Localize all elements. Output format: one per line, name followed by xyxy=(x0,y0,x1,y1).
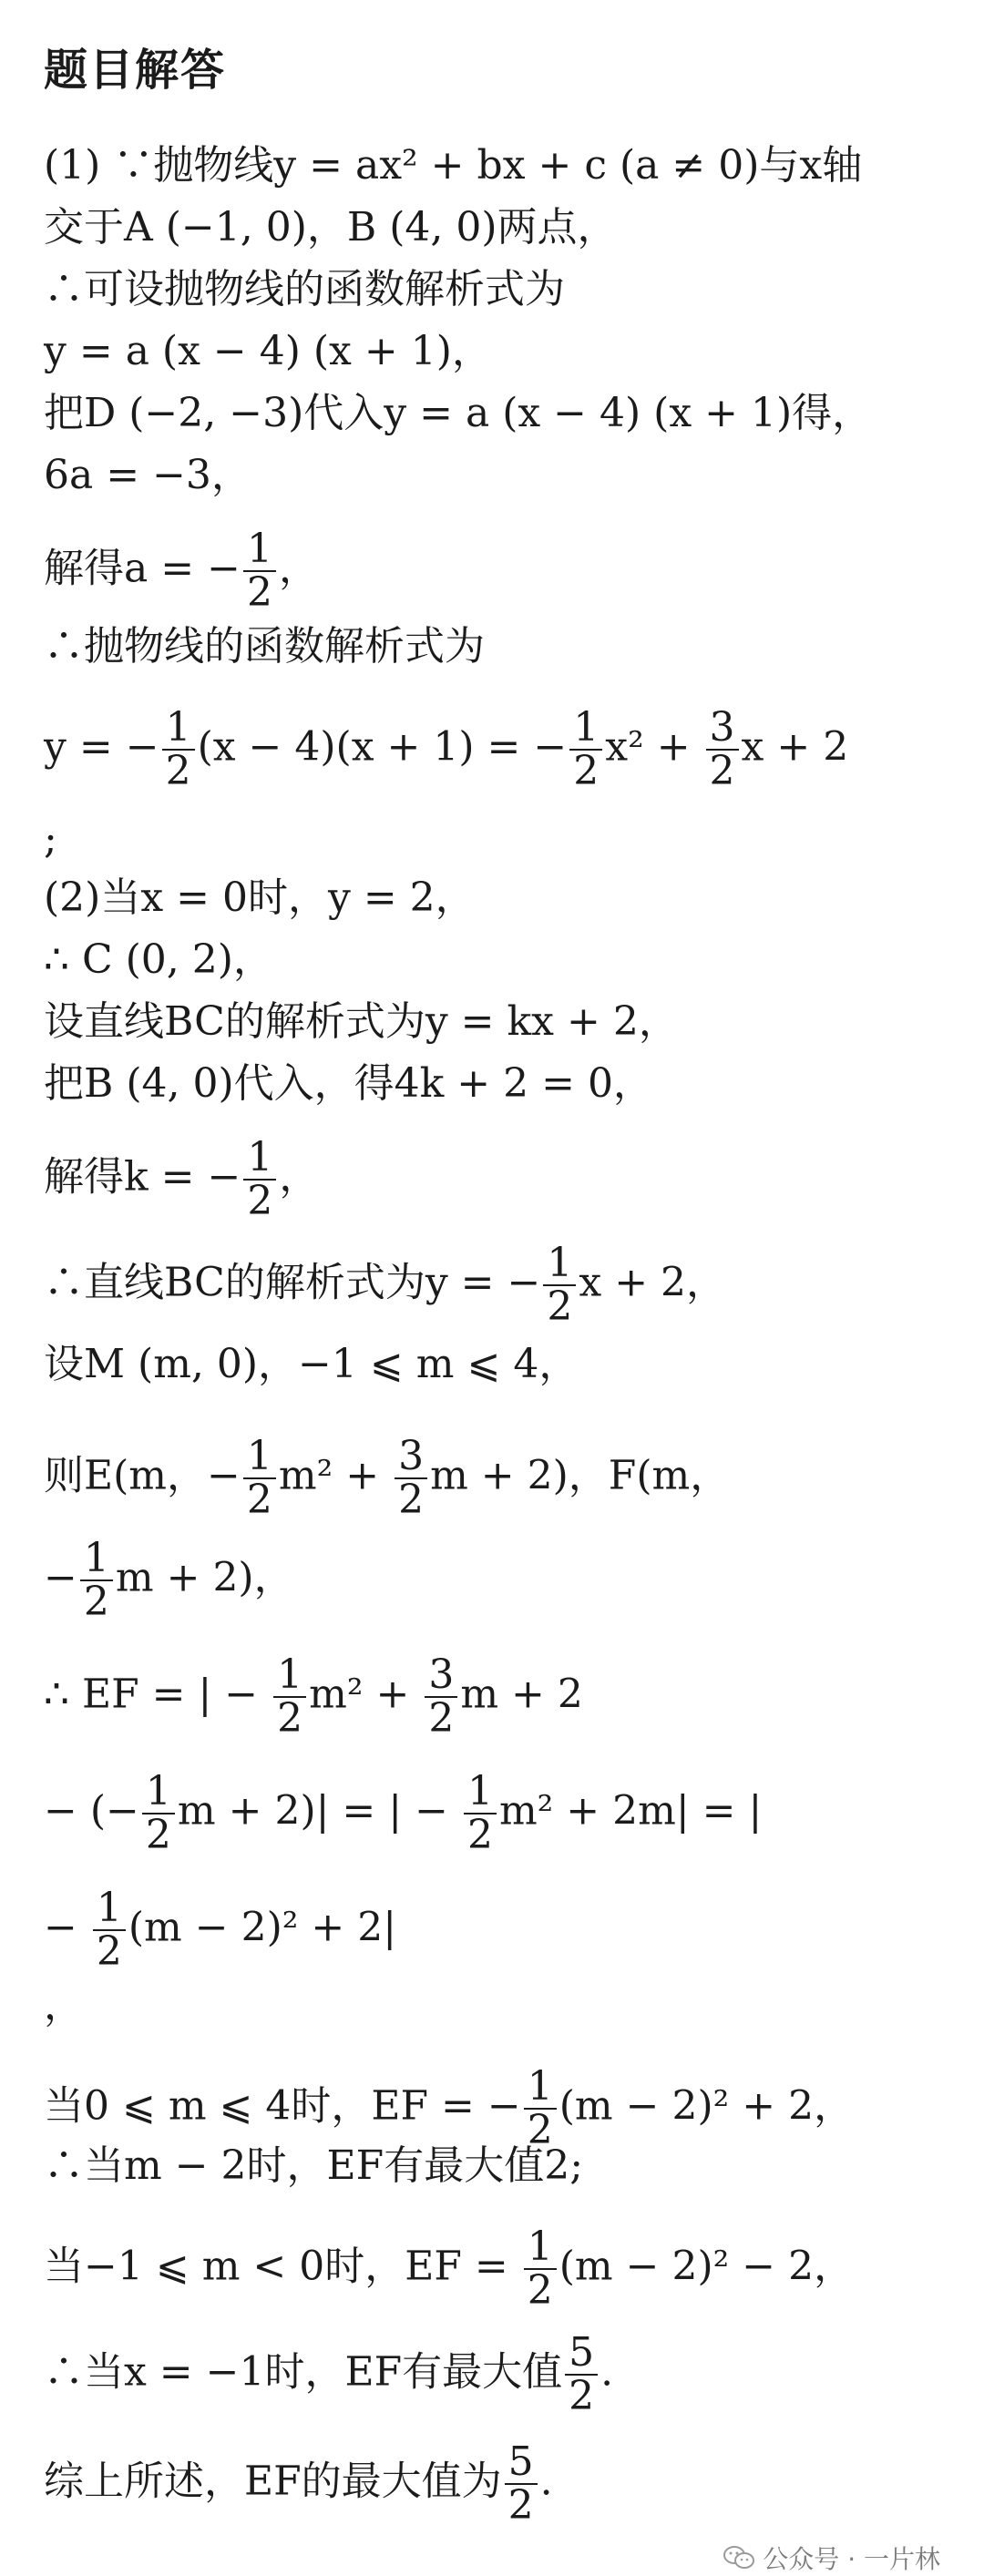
fraction-denominator: 2 xyxy=(524,2108,557,2152)
solution-line xyxy=(44,2438,553,2530)
fraction-denominator: 2 xyxy=(464,1813,497,1856)
fraction xyxy=(243,526,276,617)
math-text: y = a (x − 4) (x + 1)， xyxy=(44,328,492,374)
solution-line xyxy=(44,266,565,312)
solution-line xyxy=(44,936,273,983)
fraction-denominator: 2 xyxy=(142,1813,175,1856)
fraction-numerator: 3 xyxy=(428,1651,455,1698)
math-text: m + 2)| = | − xyxy=(177,1787,461,1835)
fraction-numerator: 1 xyxy=(247,1134,273,1181)
math-text: x² + xyxy=(605,723,703,771)
math-text: (x − 4)(x + 1) = − xyxy=(197,723,568,771)
fraction xyxy=(706,704,739,795)
watermark xyxy=(723,2540,940,2576)
fraction-numerator: 5 xyxy=(507,2438,534,2485)
fraction xyxy=(543,1240,576,1331)
solution-line xyxy=(44,998,679,1045)
solution-line xyxy=(44,1433,731,1524)
math-text: ∴ C (0, 2)， xyxy=(44,936,273,983)
solution-title: 题目解答 xyxy=(44,45,227,96)
math-text: m² + xyxy=(309,1671,423,1718)
fraction xyxy=(524,2223,557,2315)
math-text: x + 2， xyxy=(579,1259,727,1306)
math-text: x + 2 xyxy=(741,723,849,771)
math-text: m² + 2m| = | xyxy=(498,1787,763,1835)
math-text: 当−1 ⩽ m < 0时，EF = xyxy=(44,2243,521,2290)
fraction xyxy=(395,1433,427,1524)
solution-line xyxy=(44,526,319,617)
solution-line xyxy=(44,1134,320,1225)
fraction-denominator: 2 xyxy=(505,2483,538,2527)
fraction-denominator: 2 xyxy=(524,2268,557,2312)
solution-line xyxy=(44,1060,653,1107)
fraction-numerator: 1 xyxy=(96,1885,122,1931)
solution-line xyxy=(44,1341,579,1387)
math-text: ， xyxy=(279,1153,320,1201)
fraction-denominator: 2 xyxy=(395,1477,427,1521)
fraction xyxy=(142,1768,175,1859)
math-text: ∴抛物线的函数解析式为 xyxy=(44,623,485,670)
fraction xyxy=(464,1768,497,1859)
fraction-denominator: 2 xyxy=(706,749,739,792)
fraction-denominator: 2 xyxy=(243,1477,276,1521)
solution-line xyxy=(44,1240,727,1331)
fraction-denominator: 2 xyxy=(543,1284,576,1328)
math-text: 综上所述，EF的最大值为 xyxy=(44,2458,502,2505)
fraction-denominator: 2 xyxy=(243,570,276,614)
math-text: ∴当x = −1时，EF有最大值 xyxy=(44,2348,563,2396)
solution-line xyxy=(44,1535,294,1626)
solution-line xyxy=(44,204,618,250)
math-text: m + 2)，F(m， xyxy=(430,1452,731,1499)
math-text: ; xyxy=(44,816,57,863)
math-text: m² + xyxy=(278,1452,393,1499)
math-text: ∴直线BC的解析式为y = − xyxy=(44,1259,541,1306)
watermark-text: 公众号 · 一片林 xyxy=(763,2544,940,2574)
fraction xyxy=(80,1535,113,1626)
math-text: 交于A (−1, 0)，B (4, 0)两点， xyxy=(44,204,618,250)
math-text: 把D (−2, −3)代入y = a (x − 4) (x + 1)得， xyxy=(44,390,873,436)
solution-line xyxy=(44,1885,397,1976)
solution-line xyxy=(44,1651,583,1743)
math-text: . xyxy=(600,2348,614,2396)
solution-line xyxy=(44,2223,855,2315)
fraction-denominator: 2 xyxy=(565,2374,598,2418)
fraction xyxy=(243,1134,276,1225)
math-text: 把B (4, 0)代入，得4k + 2 = 0， xyxy=(44,1060,653,1107)
fraction xyxy=(569,704,602,795)
solution-line xyxy=(44,2142,584,2189)
solution-line xyxy=(44,874,476,921)
fraction xyxy=(273,1651,306,1743)
fraction-numerator: 1 xyxy=(527,2223,553,2270)
fraction-denominator: 2 xyxy=(93,1929,126,1973)
math-text: (1) ∵抛物线y = ax² + bx + c (a ≠ 0)与x轴 xyxy=(44,142,863,189)
fraction-numerator: 1 xyxy=(246,1433,272,1479)
fraction-numerator: 1 xyxy=(466,1768,493,1814)
math-text: − (− xyxy=(44,1787,139,1835)
solution-line xyxy=(44,2063,855,2154)
math-text: . xyxy=(539,2458,553,2505)
math-text: ∴ EF = | − xyxy=(44,1671,272,1718)
fraction xyxy=(524,2063,557,2154)
fraction xyxy=(243,1433,276,1524)
fraction-numerator: 1 xyxy=(573,704,600,751)
fraction xyxy=(565,2329,598,2420)
wechat-icon xyxy=(723,2545,755,2571)
fraction-denominator: 2 xyxy=(273,1696,306,1740)
fraction xyxy=(162,704,195,795)
math-text: 解得k = − xyxy=(44,1153,241,1201)
solution-line xyxy=(44,1982,84,2029)
solution-line xyxy=(44,1768,763,1859)
fraction-denominator: 2 xyxy=(162,749,195,792)
math-text: 当0 ⩽ m ⩽ 4时，EF = − xyxy=(44,2082,521,2130)
math-text: y = − xyxy=(44,723,159,771)
fraction-numerator: 1 xyxy=(145,1768,171,1814)
fraction-numerator: 3 xyxy=(709,704,735,751)
math-text: (m − 2)² + 2| xyxy=(128,1904,397,1951)
fraction-denominator: 2 xyxy=(80,1579,113,1623)
math-text: (2)当x = 0时，y = 2， xyxy=(44,874,476,921)
math-text: 设M (m, 0)，−1 ⩽ m ⩽ 4， xyxy=(44,1341,579,1387)
solution-line xyxy=(44,623,485,670)
math-text: ， xyxy=(278,545,319,592)
solution-line xyxy=(44,390,873,436)
fraction-denominator: 2 xyxy=(425,1696,457,1740)
solution-line xyxy=(44,142,863,189)
math-text: 设直线BC的解析式为y = kx + 2， xyxy=(44,998,679,1045)
fraction-numerator: 1 xyxy=(246,526,272,572)
math-text: (m − 2)² + 2， xyxy=(559,2082,855,2130)
fraction-numerator: 1 xyxy=(527,2063,553,2110)
math-text: m + 2)， xyxy=(115,1554,294,1601)
fraction-numerator: 5 xyxy=(569,2329,595,2376)
math-text: ∴可设抛物线的函数解析式为 xyxy=(44,266,565,312)
math-text: (m − 2)² − 2， xyxy=(559,2243,855,2290)
solution-line xyxy=(44,704,849,795)
fraction-numerator: 3 xyxy=(398,1433,425,1479)
fraction-denominator: 2 xyxy=(569,749,602,792)
fraction xyxy=(93,1885,126,1976)
fraction-numerator: 1 xyxy=(165,704,191,751)
math-text: − xyxy=(44,1554,77,1601)
math-text: 解得a = − xyxy=(44,545,241,592)
fraction-numerator: 1 xyxy=(83,1535,109,1581)
fraction-numerator: 1 xyxy=(277,1651,303,1698)
math-text: m + 2 xyxy=(460,1671,583,1718)
math-text: ∴当m − 2时，EF有最大值2; xyxy=(44,2142,584,2189)
math-text: − xyxy=(44,1904,90,1951)
fraction-numerator: 1 xyxy=(547,1240,573,1286)
solution-line xyxy=(44,816,57,863)
fraction-denominator: 2 xyxy=(243,1179,276,1222)
math-text: 则E(m，− xyxy=(44,1452,241,1499)
math-text: 6a = −3， xyxy=(44,452,251,498)
solution-line xyxy=(44,328,492,374)
fraction xyxy=(425,1651,457,1743)
math-text: ， xyxy=(44,1982,84,2029)
solution-line xyxy=(44,452,251,498)
fraction xyxy=(505,2438,538,2530)
solution-line xyxy=(44,2329,614,2420)
